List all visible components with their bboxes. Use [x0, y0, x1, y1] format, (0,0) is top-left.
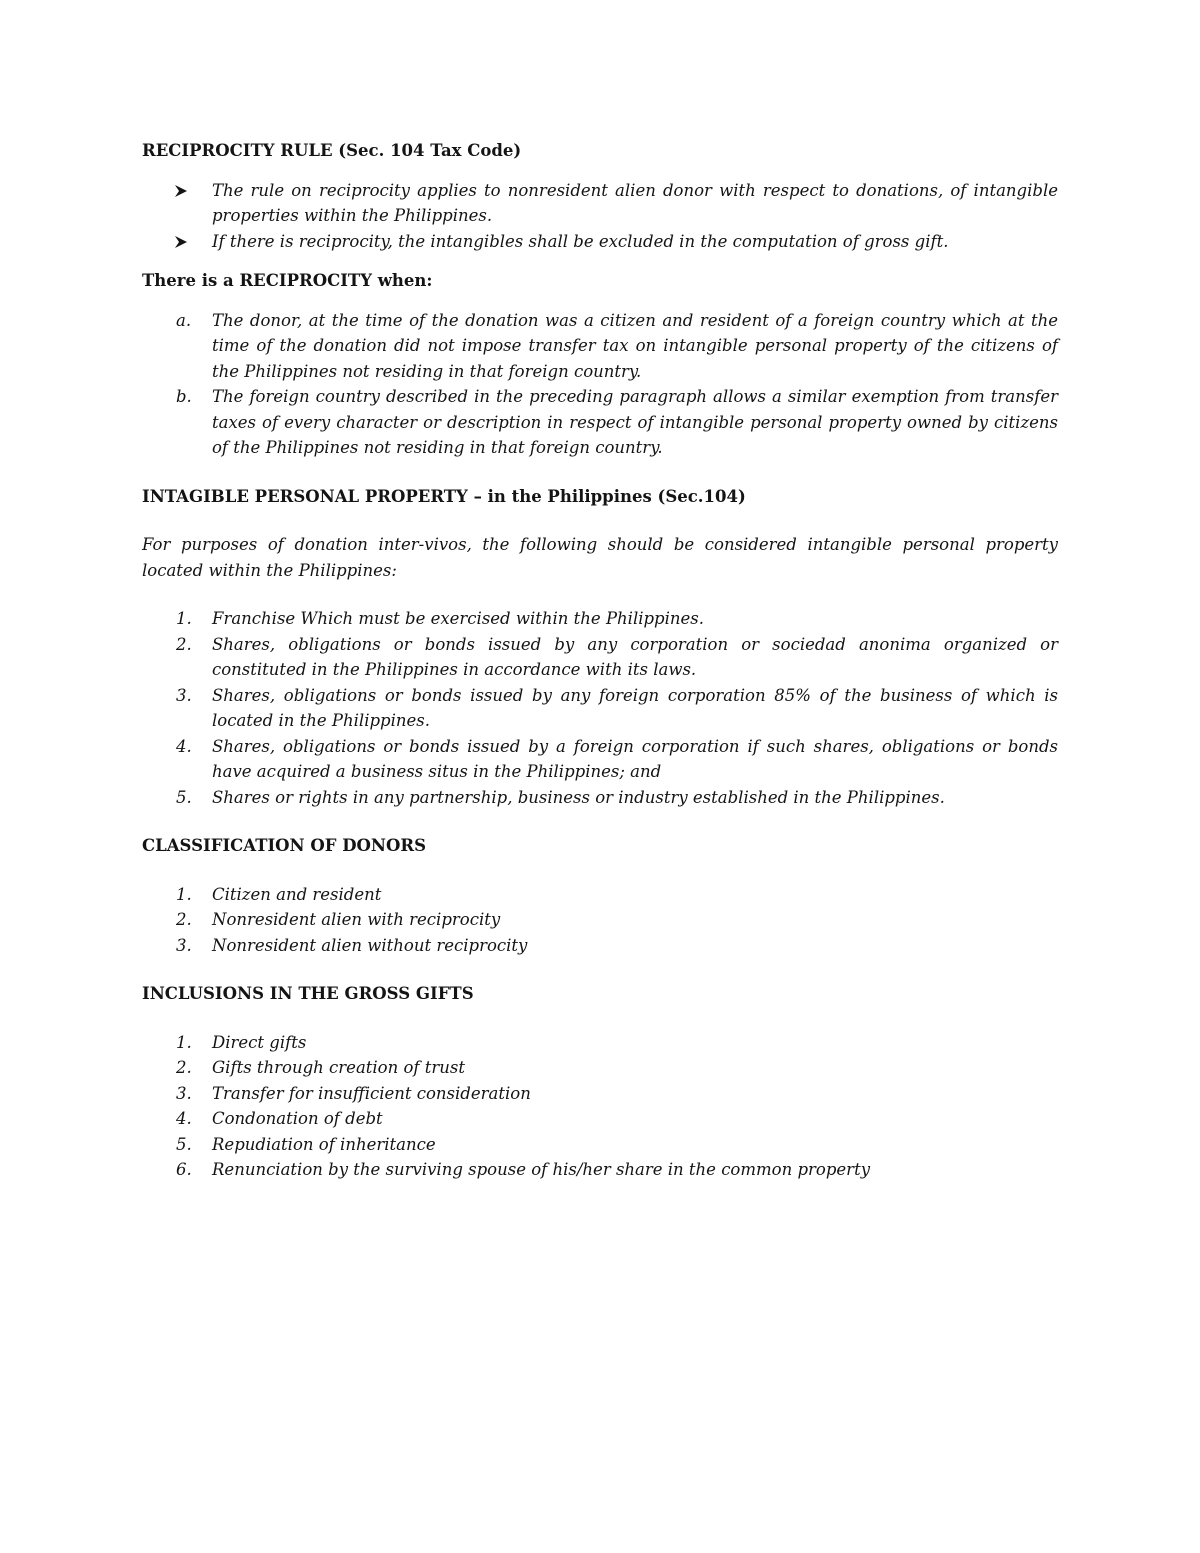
- reciprocity-when-heading: There is a RECIPROCITY when:: [142, 271, 433, 290]
- list-item-text: Repudiation of inheritance: [212, 1134, 436, 1154]
- intangible-property-list: [142, 606, 1058, 810]
- list-item-text: The donor, at the time of the donation was a citizen and resident of a foreign country which at the time of the donation did not impose transfer tax on intangible personal property of the citizens of the Philippines not residing in that foreign country.: [212, 310, 1058, 381]
- list-item: [142, 1081, 1058, 1107]
- list-marker: 2.: [176, 634, 192, 654]
- document-page: [142, 138, 1058, 1183]
- list-marker: 2.: [176, 910, 192, 929]
- classification-heading: CLASSIFICATION OF DONORS: [142, 836, 426, 855]
- list-marker: 1.: [176, 609, 192, 628]
- classification-list: [142, 882, 1058, 959]
- list-marker: 5.: [176, 1134, 192, 1154]
- list-marker: 4.: [176, 736, 192, 756]
- list-marker: 3.: [176, 935, 192, 955]
- list-marker: 3.: [176, 685, 192, 705]
- list-marker: 1.: [176, 884, 192, 904]
- list-item-text: Nonresident alien without reciprocity: [212, 935, 528, 955]
- list-item: [142, 734, 1058, 785]
- inclusions-list: [142, 1030, 1058, 1183]
- list-item: [142, 1030, 1058, 1056]
- list-marker: b.: [176, 387, 192, 406]
- list-item-text: Direct gifts: [212, 1032, 307, 1052]
- list-item: [142, 933, 1058, 959]
- list-item-text: Shares, obligations or bonds issued by any corporation or sociedad anonima organized or constituted in the Philippines in accordance with its laws.: [212, 634, 1058, 679]
- list-item-text: Franchise Which must be exercised within the Philippines.: [212, 609, 705, 628]
- list-item: [142, 308, 1058, 385]
- intangible-property-intro: For purposes of donation inter-vivos, the following should be considered intangible personal property located within the Philippines:: [142, 535, 1058, 580]
- reciprocity-rule-bullets: [142, 178, 1058, 255]
- arrow-bullet-icon: [174, 184, 188, 198]
- list-item: [142, 785, 1058, 811]
- reciprocity-when-list: [142, 308, 1058, 461]
- list-item: [142, 606, 1058, 632]
- list-marker: 2.: [176, 1058, 192, 1077]
- list-item-text: Shares or rights in any partnership, business or industry established in the Philippines.: [212, 787, 945, 807]
- reciprocity-rule-heading: RECIPROCITY RULE (Sec. 104 Tax Code): [142, 141, 522, 160]
- list-item: [142, 683, 1058, 734]
- bullet-item: [142, 229, 1058, 255]
- inclusions-heading: INCLUSIONS IN THE GROSS GIFTS: [142, 984, 474, 1003]
- list-item: [142, 907, 1058, 933]
- bullet-text: If there is reciprocity, the intangibles shall be excluded in the computation of gross gift.: [212, 231, 949, 251]
- list-marker: a.: [176, 310, 192, 330]
- list-item: [142, 384, 1058, 461]
- list-marker: 6.: [176, 1160, 192, 1179]
- list-item-text: Gifts through creation of trust: [212, 1058, 466, 1077]
- list-item-text: The foreign country described in the preceding paragraph allows a similar exemption from transfer taxes of every character or description in respect of intangible personal property owned by citizens of the Philippines not residing in that foreign country.: [212, 387, 1058, 457]
- list-item: [142, 1055, 1058, 1081]
- arrow-bullet-icon: [174, 235, 188, 249]
- list-item: [142, 882, 1058, 908]
- list-item-text: Citizen and resident: [212, 884, 382, 904]
- list-item-text: Nonresident alien with reciprocity: [212, 910, 501, 929]
- bullet-text: The rule on reciprocity applies to nonresident alien donor with respect to donations, of intangible properties within the Philippines.: [212, 180, 1058, 225]
- list-marker: 3.: [176, 1083, 192, 1103]
- list-item-text: Shares, obligations or bonds issued by a foreign corporation if such shares, obligations or bonds have acquired a business situs in the Philippines; and: [212, 736, 1058, 781]
- list-item: [142, 1157, 1058, 1183]
- list-item: [142, 1132, 1058, 1158]
- list-item: [142, 632, 1058, 683]
- list-marker: 1.: [176, 1032, 192, 1052]
- list-marker: 4.: [176, 1109, 192, 1128]
- list-item-text: Transfer for insufficient consideration: [212, 1083, 531, 1103]
- intangible-property-heading: INTAGIBLE PERSONAL PROPERTY – in the Philippines (Sec.104): [142, 486, 746, 506]
- list-item: [142, 1106, 1058, 1132]
- list-marker: 5.: [176, 787, 192, 807]
- bullet-item: [142, 178, 1058, 229]
- list-item-text: Shares, obligations or bonds issued by any foreign corporation 85% of the business of which is located in the Philippines.: [212, 685, 1058, 730]
- list-item-text: Condonation of debt: [212, 1109, 383, 1128]
- list-item-text: Renunciation by the surviving spouse of his/her share in the common property: [212, 1160, 871, 1179]
